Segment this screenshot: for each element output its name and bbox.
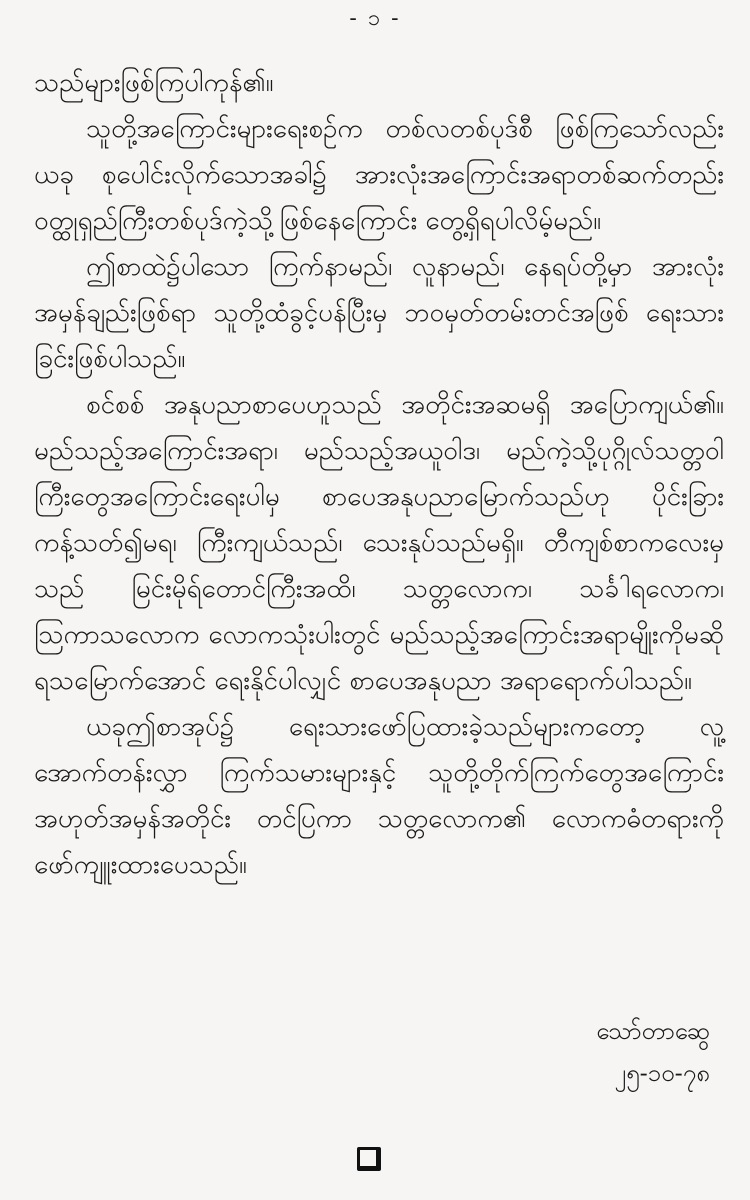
- signature-block: [596, 1010, 710, 1094]
- author-signature: သော်တာဆွေ: [596, 1017, 710, 1045]
- page-number: - ၁ -: [349, 6, 401, 31]
- paragraph-5: ယခုဤစာအုပ်၌ ရေးသားဖော်ပြထားခဲ့သည်များကတော့ လူ့အောက်တန်းလွှာ ကြက်သမားများနှင့် သူတို့တိုက်ကြက်တွေအကြောင်း အဟုတ်အမှန်အတိုင်း တင်ပြကာ သတ္တလောက၏ လောကဓံတရားကို ဖော်ကျူးထားပေသည်။: [34, 712, 724, 880]
- paragraph-2: သူတို့အကြောင်းများရေးစဉ်က တစ်လတစ်ပုဒ်စီ ဖြစ်ကြသော်လည်း ယခု စုပေါင်းလိုက်သောအခါ၌ အားလုံးအကြောင်းအရာတစ်ဆက်တည်း ဝတ္ထုရှည်ကြီးတစ်ပုဒ်ကဲ့သို့ဖြစ်နေကြောင်း တွေ့ရှိရပါလိမ့်မည်။: [34, 114, 724, 236]
- paragraph-4: စင်စစ် အနုပညာစာပေဟူသည် အတိုင်းအဆမရှိ အပြောကျယ်၏။ မည်သည့်အကြောင်းအရာ၊ မည်သည့်အယူဝါဒ၊ မည်ကဲ့သို့ပုဂ္ဂိုလ်သတ္တဝါ ကြီးတွေအကြောင်းရေးပါမှ စာပေအနုပညာမြောက်သည်ဟု ပိုင်းခြား ကန့်သတ်၍မရ၊ ကြီးကျယ်သည်၊ သေးနုပ်သည်မရှိ။ တီကျစ်စာကလေးမှသည် မြင်းမိုရ်တောင်ကြီးအထိ၊ သတ္တလောက၊ သင်္ခါရလောက၊ ဩကာသလောက လောကသုံးပါးတွင် မည်သည့်အကြောင်းအရာမျိုးကိုမဆို ရသမြောက်အောင် ရေးနိုင်ပါလျှင် စာပေအနုပညာ အရာရောက်ပါသည်။: [34, 390, 724, 696]
- end-of-section-mark-icon: [357, 1147, 381, 1171]
- paragraph-3: ဤစာထဲ၌ပါသော ကြက်နာမည်၊ လူနာမည်၊ နေရပ်တို့မှာ အားလုံး အမှန်ချည်းဖြစ်ရာ သူတို့ထံခွင့်ပန်ပြီးမှ ဘဝမှတ်တမ်းတင်အဖြစ် ရေးသားခြင်းဖြစ်ပါသည်။: [34, 252, 724, 374]
- body-text: [34, 60, 724, 888]
- signature-date: ၂၅-၁၀-၇၈: [614, 1059, 710, 1087]
- paragraph-1: သည်များဖြစ်ကြပါကုန်၏။: [34, 68, 274, 98]
